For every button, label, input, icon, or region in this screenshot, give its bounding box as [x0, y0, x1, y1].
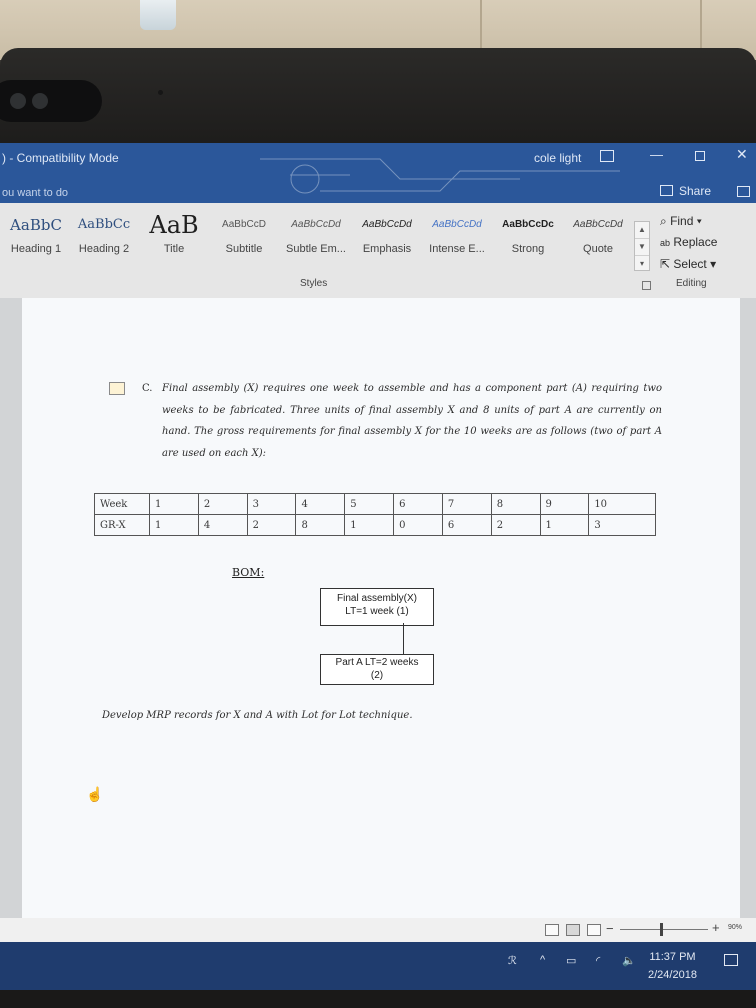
laptop-bezel — [0, 48, 756, 148]
table-cell: 2 — [198, 494, 247, 515]
style-sample: AaB — [149, 211, 199, 239]
people-icon[interactable]: ℛ — [508, 955, 517, 967]
question-paragraph — [142, 378, 662, 464]
editing-group-label: Editing — [676, 278, 707, 289]
chevron-up-icon[interactable]: ^ — [540, 954, 546, 966]
bom-child-line2: (2) — [370, 670, 384, 681]
zoom-out-button[interactable]: − — [606, 921, 614, 936]
styles-dialog-launcher-icon[interactable] — [642, 281, 651, 290]
document-page[interactable] — [22, 298, 740, 918]
share-icon — [660, 185, 673, 196]
bom-parent-node — [320, 588, 434, 626]
table-row-header: GR-X — [95, 515, 150, 536]
share-button[interactable] — [660, 184, 711, 198]
chevron-up-icon[interactable]: ▲ — [635, 222, 649, 239]
battery-icon[interactable]: ▭ — [566, 955, 577, 967]
style-heading-1[interactable] — [4, 207, 68, 265]
user-name[interactable]: cole light — [534, 151, 582, 165]
table-cell: 0 — [394, 515, 443, 536]
bom-title: BOM: — [232, 566, 265, 579]
style-title[interactable] — [142, 207, 206, 265]
wifi-icon[interactable]: ◜ — [596, 955, 601, 967]
table-row-header: Week — [95, 494, 150, 515]
style-intense-emphasis[interactable] — [424, 207, 490, 265]
print-layout-icon[interactable] — [566, 924, 580, 936]
replace-button[interactable] — [660, 232, 717, 254]
style-sample: AaBbCcDd — [432, 219, 482, 230]
comments-icon[interactable] — [737, 186, 750, 197]
indicator-light — [158, 90, 163, 95]
bom-child-node — [320, 654, 434, 685]
table-cell: 3 — [589, 515, 656, 536]
close-button[interactable]: ✕ — [736, 146, 748, 162]
laptop-bezel-bottom — [0, 990, 756, 1008]
table-cell: 3 — [247, 494, 296, 515]
style-sample: AaBbCcDc — [502, 219, 554, 230]
table-cell: 2 — [247, 515, 296, 536]
find-button[interactable]: ⌕ Find ▾ — [660, 214, 702, 228]
table-cell: 1 — [150, 494, 199, 515]
minimize-button[interactable]: — — [650, 147, 663, 162]
style-label: Heading 2 — [78, 243, 130, 255]
clock-time: 11:37 PM — [649, 951, 696, 963]
clock-date: 2/24/2018 — [648, 969, 697, 981]
more-styles-icon[interactable]: ▾ — [639, 259, 644, 268]
table-cell: 10 — [589, 494, 656, 515]
table-cell: 6 — [394, 494, 443, 515]
style-quote[interactable] — [566, 207, 630, 265]
style-label: Strong — [511, 243, 545, 255]
style-label: Heading 1 — [10, 243, 62, 255]
table-cell: 1 — [540, 515, 589, 536]
webcam-icon — [0, 80, 102, 122]
bom-child-line1: Part A LT=2 weeks — [335, 657, 419, 668]
notifications-icon[interactable] — [724, 954, 738, 966]
zoom-slider-thumb[interactable] — [660, 923, 663, 936]
style-label: Title — [163, 243, 185, 255]
style-sample: AaBbCcD — [222, 219, 266, 230]
table-cell: 1 — [345, 515, 394, 536]
zoom-percent[interactable]: 90% — [728, 924, 743, 931]
replace-icon: ab — [660, 238, 671, 248]
table-cell: 4 — [296, 494, 345, 515]
select-button[interactable]: ⇱ Select ▾ — [660, 257, 717, 271]
read-mode-icon[interactable] — [545, 924, 559, 936]
status-bar — [0, 918, 756, 942]
find-label: Find — [670, 214, 694, 228]
style-sample: AaBbCcDd — [291, 219, 341, 230]
table-cell: 6 — [442, 515, 491, 536]
gross-requirements-table — [94, 493, 656, 536]
question-text: Final assembly (X) requires one week to assemble and has a component part (A) requiring two weeks to be fabricated. Three units of final assembly X and 8 units of part A are currently on hand. The gross requirements for final assembly X for the 10 weeks are as follows (two of part A are used on each X): — [162, 383, 662, 459]
bom-connector — [403, 623, 404, 655]
style-subtitle[interactable] — [212, 207, 276, 265]
styles-group-label: Styles — [300, 278, 328, 289]
document-status — [2, 151, 119, 165]
style-sample: AaBbCc — [77, 217, 131, 232]
comment-marker-icon[interactable] — [109, 382, 125, 395]
table-cell: 7 — [442, 494, 491, 515]
share-label: Share — [679, 184, 712, 198]
water-bottle — [140, 0, 176, 30]
document-workspace — [0, 298, 756, 918]
table-cell: 9 — [540, 494, 589, 515]
style-emphasis[interactable] — [354, 207, 420, 265]
ribbon-home — [0, 203, 756, 299]
styles-gallery-scroll[interactable] — [634, 221, 650, 271]
zoom-slider[interactable] — [620, 929, 708, 930]
table-cell: 1 — [150, 515, 199, 536]
style-label: Intense E... — [429, 243, 485, 255]
style-heading-2[interactable] — [72, 207, 136, 265]
select-label: Select — [673, 257, 707, 271]
style-sample: AaBbC — [10, 216, 62, 234]
table-cell: 4 — [198, 515, 247, 536]
zoom-in-button[interactable]: + — [712, 920, 720, 935]
replace-label: Replace — [673, 235, 718, 249]
maximize-button[interactable] — [695, 151, 705, 161]
style-subtle-emphasis[interactable] — [282, 207, 350, 265]
style-label: Quote — [583, 243, 613, 255]
tell-me-search[interactable]: ou want to do — [2, 187, 69, 199]
table-row — [95, 494, 656, 515]
bom-parent-line1: Final assembly(X) — [336, 593, 418, 604]
style-label: Emphasis — [362, 243, 412, 255]
style-sample: AaBbCcDd — [573, 219, 623, 230]
chevron-down-icon[interactable]: ▼ — [635, 239, 649, 256]
windows-taskbar — [0, 942, 756, 990]
bom-parent-line2: LT=1 week (1) — [345, 606, 409, 617]
table-cell: 5 — [345, 494, 394, 515]
editing-group — [660, 211, 717, 275]
web-layout-icon[interactable] — [587, 924, 601, 936]
instruction-text: Develop MRP records for X and A with Lot for Lot technique. — [102, 710, 413, 721]
mouse-cursor-icon: ☝ — [86, 786, 104, 802]
volume-icon[interactable]: 🔈 — [622, 955, 636, 967]
question-letter: C. — [142, 383, 153, 394]
ribbon-display-options-icon[interactable] — [600, 150, 614, 162]
style-label: Subtle Em... — [286, 243, 346, 255]
word-title-bar — [0, 143, 756, 203]
style-strong[interactable] — [494, 207, 562, 265]
style-label: Subtitle — [225, 243, 263, 255]
clock[interactable] — [648, 948, 697, 984]
table-cell: 2 — [491, 515, 540, 536]
table-cell: 8 — [491, 494, 540, 515]
style-sample: AaBbCcDd — [362, 219, 412, 230]
table-cell: 8 — [296, 515, 345, 536]
compat-prefix: ) - — [2, 151, 14, 165]
compatibility-mode-label: Compatibility Mode — [16, 151, 119, 165]
table-row — [95, 515, 656, 536]
